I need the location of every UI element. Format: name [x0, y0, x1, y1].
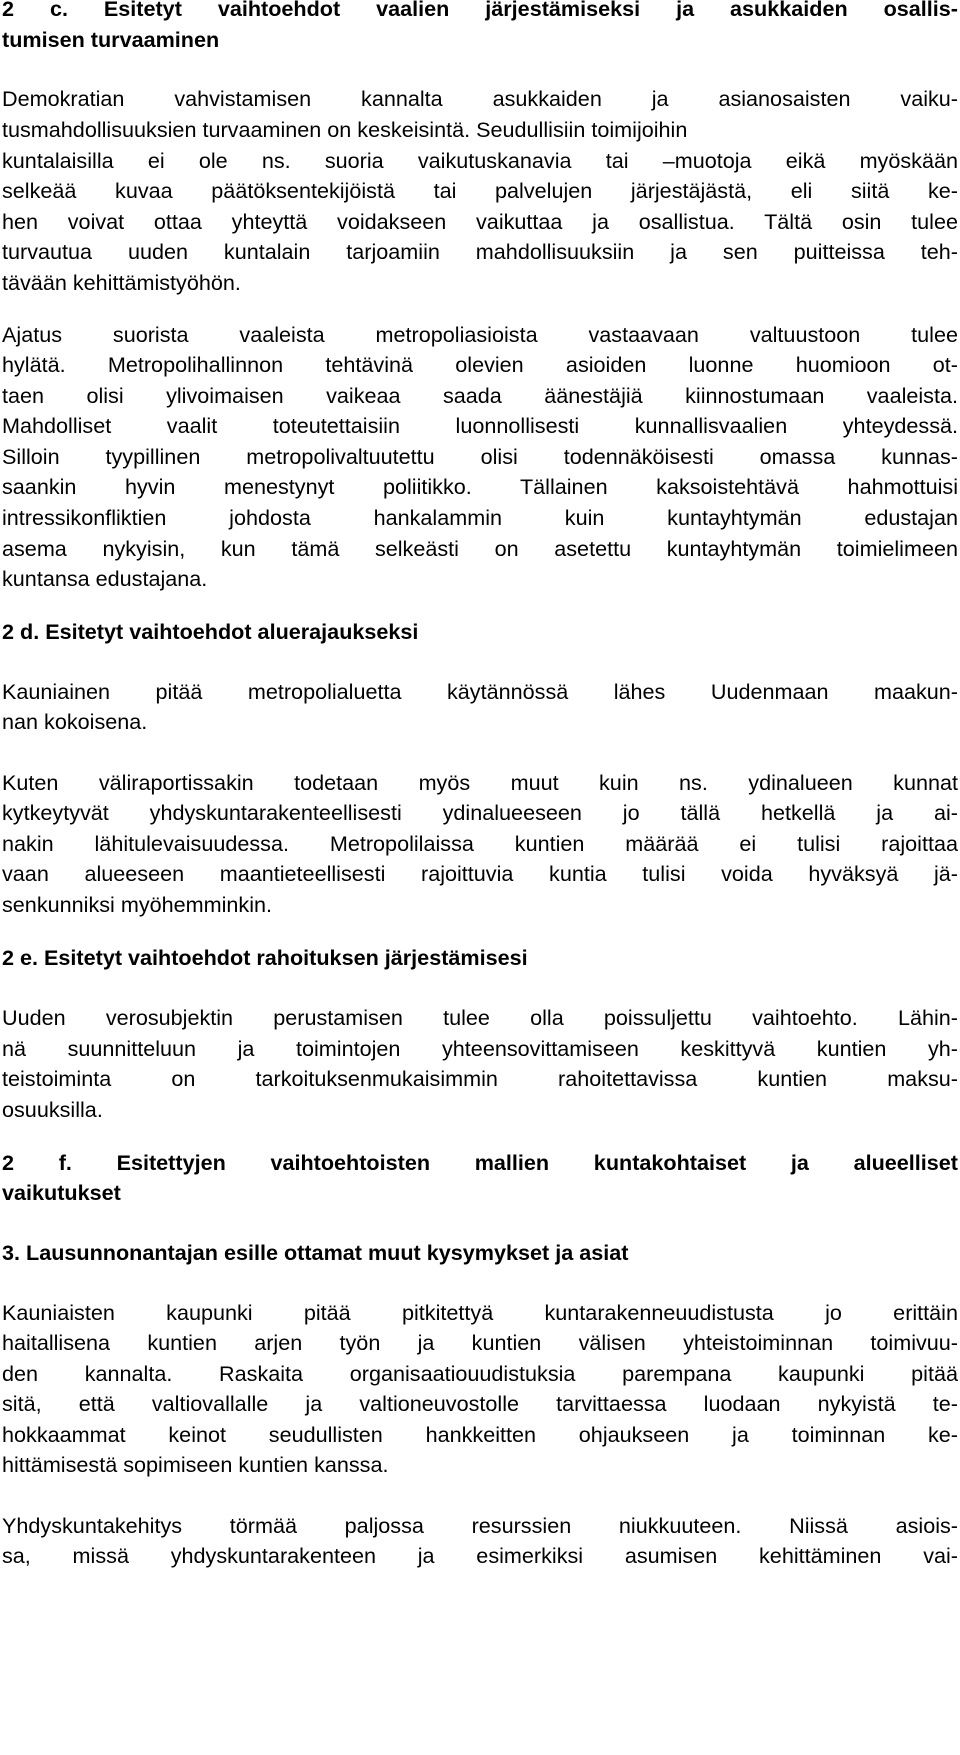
heading-2f-line-1: 2 f. Esitettyjen vaihtoehtoisten mallien kuntakohtaiset ja alueelliset — [2, 1150, 958, 1175]
paragraph-line: hen voivat ottaa yhteyttä voidakseen vaikuttaa ja osallistua. Tältä osin tulee — [2, 209, 958, 234]
paragraph-line: saankin hyvin menestynyt poliitikko. Tällainen kaksoistehtävä hahmottuisi — [2, 474, 958, 499]
paragraph-line: Demokratian vahvistamisen kannalta asukkaiden ja asianosaisten vaiku- — [2, 86, 958, 111]
paragraph-line: Uuden verosubjektin perustamisen tulee olla poissuljettu vaihtoehto. Lähin- — [2, 1005, 958, 1030]
paragraph-line: tusmahdollisuuksien turvaaminen on keskeisintä. Seudullisiin toimijoihin — [2, 117, 688, 142]
paragraph-line: sa, missä yhdyskuntarakenteen ja esimerkiksi asumisen kehittäminen vai- — [2, 1543, 958, 1568]
heading-2d: 2 d. Esitetyt vaihtoehdot aluerajaukseksi — [2, 619, 419, 644]
paragraph-line: selkeää kuvaa päätöksentekijöistä tai palvelujen järjestäjästä, eli siitä ke- — [2, 178, 958, 203]
paragraph-line: Ajatus suorista vaaleista metropoliasioista vastaavaan valtuustoon tulee — [2, 322, 958, 347]
paragraph-line: intressikonfliktien johdosta hankalammin kuin kuntayhtymän edustajan — [2, 505, 958, 530]
heading-2c-line-2: tumisen turvaaminen — [2, 27, 220, 52]
paragraph-line: vaan alueeseen maantieteellisesti rajoittuvia kuntia tulisi voida hyväksyä jä- — [2, 861, 958, 886]
paragraph-line: sitä, että valtiovallalle ja valtioneuvostolle tarvittaessa luodaan nykyistä te- — [2, 1391, 958, 1416]
paragraph-line: osuuksilla. — [2, 1097, 103, 1122]
paragraph-line: haitallisena kuntien arjen työn ja kuntien välisen yhteistoiminnan toimivuu- — [2, 1330, 958, 1355]
heading-3: 3. Lausunnonantajan esille ottamat muut kysymykset ja asiat — [2, 1240, 629, 1265]
paragraph-line: Silloin tyypillinen metropolivaltuutettu olisi todennäköisesti omassa kunnas- — [2, 444, 958, 469]
paragraph-line: hylätä. Metropolihallinnon tehtävinä olevien asioiden luonne huomioon ot- — [2, 352, 958, 377]
paragraph-line: hokkaammat keinot seudullisten hankkeitten ohjaukseen ja toiminnan ke- — [2, 1422, 958, 1447]
paragraph-line: Kuten väliraportissakin todetaan myös muut kuin ns. ydinalueen kunnat — [2, 770, 958, 795]
paragraph-line: senkunniksi myöhemminkin. — [2, 892, 273, 917]
heading-2c-line-1: 2 c. Esitetyt vaihtoehdot vaalien järjestämiseksi ja asukkaiden osallis- — [2, 0, 958, 21]
paragraph-line: asema nykyisin, kun tämä selkeästi on asetettu kuntayhtymän toimielimeen — [2, 536, 958, 561]
paragraph-line: nä suunnitteluun ja toimintojen yhteensovittamiseen keskittyvä kuntien yh- — [2, 1036, 958, 1061]
paragraph-line: turvautua uuden kuntalain tarjoamiin mahdollisuuksiin ja sen puitteissa teh- — [2, 239, 958, 264]
paragraph-line: kuntalaisilla ei ole ns. suoria vaikutuskanavia tai –muotoja eikä myöskään — [2, 148, 958, 173]
paragraph-line: Kauniaisten kaupunki pitää pitkitettyä kuntarakenneuudistusta jo erittäin — [2, 1300, 958, 1325]
paragraph-line: Mahdolliset vaalit toteutettaisiin luonnollisesti kunnallisvaalien yhteydessä. — [2, 413, 958, 438]
paragraph-line: den kannalta. Raskaita organisaatiouudistuksia parempana kaupunki pitää — [2, 1361, 958, 1386]
paragraph-line: taen olisi ylivoimaisen vaikeaa saada äänestäjiä kiinnostumaan vaaleista. — [2, 383, 958, 408]
paragraph-line: nan kokoisena. — [2, 709, 148, 734]
paragraph-line: Kauniainen pitää metropolialuetta käytännössä lähes Uudenmaan maakun- — [2, 679, 958, 704]
paragraph-line: tävään kehittämistyöhön. — [2, 270, 241, 295]
paragraph-line: teistoiminta on tarkoituksenmukaisimmin rahoitettavissa kuntien maksu- — [2, 1066, 958, 1091]
paragraph-line: Yhdyskuntakehitys törmää paljossa resurssien niukkuuteen. Niissä asiois- — [2, 1513, 958, 1538]
paragraph-line: nakin lähitulevaisuudessa. Metropolilaissa kuntien määrää ei tulisi rajoittaa — [2, 831, 958, 856]
paragraph-line: kuntansa edustajana. — [2, 566, 208, 591]
paragraph-line: hittämisestä sopimiseen kuntien kanssa. — [2, 1452, 389, 1477]
paragraph-line: kytkeytyvät yhdyskuntarakenteellisesti ydinalueeseen jo tällä hetkellä ja ai- — [2, 800, 958, 825]
heading-2f-line-2: vaikutukset — [2, 1180, 121, 1205]
heading-2e: 2 e. Esitetyt vaihtoehdot rahoituksen järjestämisesi — [2, 945, 528, 970]
